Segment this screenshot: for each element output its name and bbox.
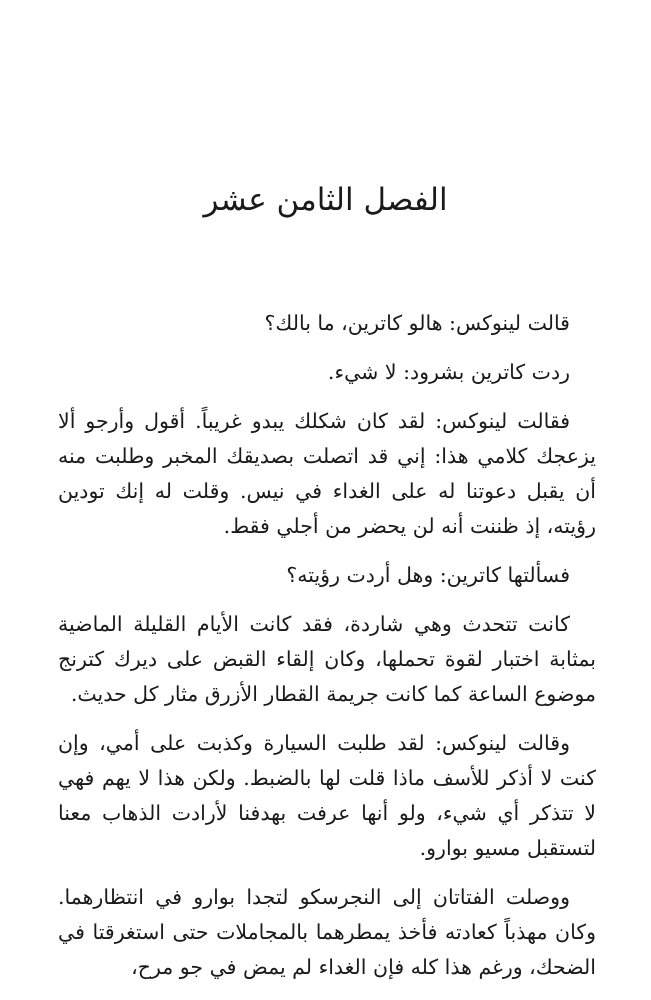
chapter-body — [58, 306, 596, 999]
paragraph: وقالت لينوكس: لقد طلبت السيارة وكذبت على أمي، وإن كنت لا أذكر للأسف ماذا قلت لها بالضبط. ولكن هذا لا يهم فهي لا تتذكر أي شيء، ولو أنها عرفت بهدفنا لأرادت الذهاب معنا لتستقبل مسيو بوارو. — [58, 731, 596, 860]
paragraph: فقالت لينوكس: لقد كان شكلك يبدو غريباً. أقول وأرجو ألا يزعجك كلامي هذا: إني قد اتصلت بصديقك المخبر وطلبت منه أن يقبل دعوتنا له على الغداء في نيس. وقلت له إنك تودين رؤيته، إذ ظننت أنه لن يحضر من أجلي فقط. — [58, 409, 596, 538]
chapter-title: الفصل الثامن عشر — [203, 182, 448, 218]
paragraph: ووصلت الفتاتان إلى النجرسكو لتجدا بوارو في انتظارهما. وكان مهذباً كعادته فأخذ يمطرهما بالمجاملات حتى استغرقتا في الضحك، ورغم هذا كله فإن الغداء لم يمض في جو مرح، — [58, 885, 596, 979]
paragraph: كانت تتحدث وهي شاردة، فقد كانت الأيام القليلة الماضية بمثابة اختبار لقوة تحملها، وكان إلقاء القبض على ديرك كترنج موضوع الساعة كما كانت جريمة القطار الأزرق مثار كل حديث. — [58, 612, 596, 706]
paragraph: ردت كاترين بشرود: لا شيء. — [327, 360, 570, 384]
paragraph: قالت لينوكس: هالو كاترين، ما بالك؟ — [264, 311, 570, 335]
paragraph: فسألتها كاترين: وهل أردت رؤيته؟ — [286, 563, 570, 587]
